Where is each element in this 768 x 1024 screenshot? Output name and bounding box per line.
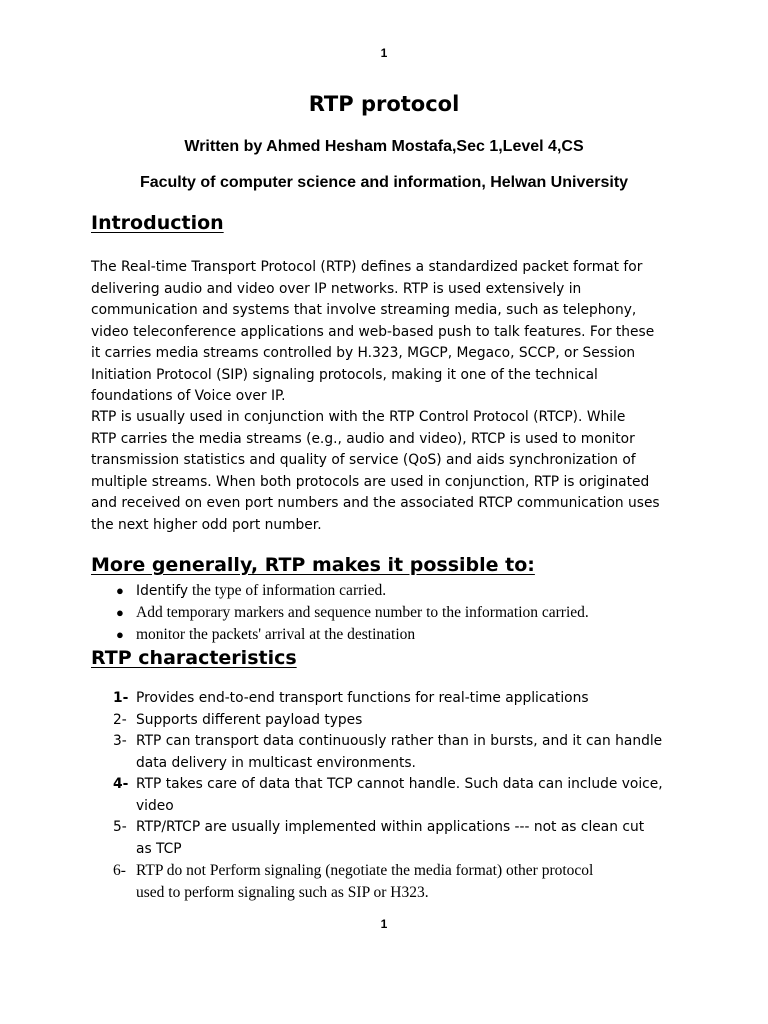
text-line: multiple streams. When both protocols are used in conjunction, RTP is originated [91, 473, 650, 490]
text-line: Initiation Protocol (SIP) signaling protocols, making it one of the technical [91, 366, 598, 383]
list-item-text: RTP can transport data continuously rather than in bursts, and it can handle [136, 733, 663, 749]
page-number-bottom: 1 [380, 917, 388, 931]
list-item [113, 731, 663, 774]
faculty-line: Faculty of computer science and information, Helwan University [139, 174, 629, 191]
text-line: communication and systems that involve streaming media, such as telephony, [91, 302, 637, 318]
text-line: RTP is usually used in conjunction with the RTP Control Protocol (RTCP). While [91, 409, 626, 425]
list-number: 2- [113, 711, 127, 728]
list-item [113, 774, 663, 817]
characteristics-heading: RTP characteristics [91, 647, 297, 669]
list-item-text: RTP/RTCP are usually implemented within applications --- not as clean cut [136, 819, 645, 835]
page-number-top: 1 [380, 46, 388, 60]
text-line: foundations of Voice over IP. [91, 388, 286, 404]
list-number: 6- [113, 862, 126, 879]
text-line: delivering audio and video over IP networks. RTP is used extensively in [91, 280, 582, 297]
text-line: it carries media streams controlled by H.323, MGCP, Megaco, SCCP, or Session [91, 345, 636, 361]
list-number: 1- [113, 690, 129, 706]
bullet-icon: ● [116, 583, 124, 598]
list-item [113, 688, 663, 710]
list-number: 5- [113, 819, 127, 835]
text-line: the next higher odd port number. [91, 516, 322, 533]
introduction-heading: Introduction [91, 212, 224, 234]
list-item-text: data delivery in multicast environments. [136, 754, 416, 771]
list-item-text: RTP takes care of data that TCP cannot handle. Such data can include voice, [136, 776, 663, 792]
text-line: and received on even port numbers and the associated RTCP communication uses [91, 495, 660, 511]
text-line: RTP carries the media streams (e.g., audio and video), RTCP is used to monitor [91, 430, 635, 447]
list-item [113, 860, 663, 903]
list-item-text: Supports different payload types [136, 711, 363, 728]
list-item-text: Provides end-to-end transport functions for real-time applications [136, 690, 589, 706]
introduction-paragraph-1 [91, 257, 691, 408]
introduction-paragraph-2 [91, 407, 691, 536]
list-item-text: Add temporary markers and sequence number to the information carried. [136, 604, 589, 621]
characteristics-numbered-list [113, 688, 663, 903]
list-item-text: monitor the packets' arrival at the destination [136, 626, 416, 643]
bullet-icon: ● [116, 605, 124, 620]
list-item-text: RTP do not Perform signaling (negotiate the media format) other protocol [136, 862, 594, 879]
list-item-text: video [136, 797, 174, 814]
text-line: video teleconference applications and web-based push to talk features. For these [91, 323, 655, 340]
bullet-icon: ● [116, 627, 124, 642]
list-item-text: used to perform signaling such as SIP or H323. [136, 883, 429, 901]
list-item [116, 580, 589, 602]
author-line: Written by Ahmed Hesham Mostafa,Sec 1,Level 4,CS [184, 138, 584, 155]
text-line: transmission statistics and quality of service (QoS) and aids synchronization of [91, 452, 636, 468]
document-title: RTP protocol [308, 92, 460, 116]
more-generally-heading: More generally, RTP makes it possible to: [91, 554, 535, 576]
list-item [113, 817, 663, 860]
list-item-text: the type of information carried. [188, 582, 387, 599]
capabilities-bullet-list [116, 580, 589, 646]
list-number: 4- [113, 776, 129, 792]
text-line: The Real-time Transport Protocol (RTP) defines a standardized packet format for [91, 259, 643, 275]
list-item [116, 624, 589, 646]
list-item [113, 710, 663, 732]
list-item-lead: Identify [136, 583, 189, 599]
list-item [116, 602, 589, 624]
list-number: 3- [113, 733, 127, 749]
list-item-text: as TCP [136, 840, 182, 857]
